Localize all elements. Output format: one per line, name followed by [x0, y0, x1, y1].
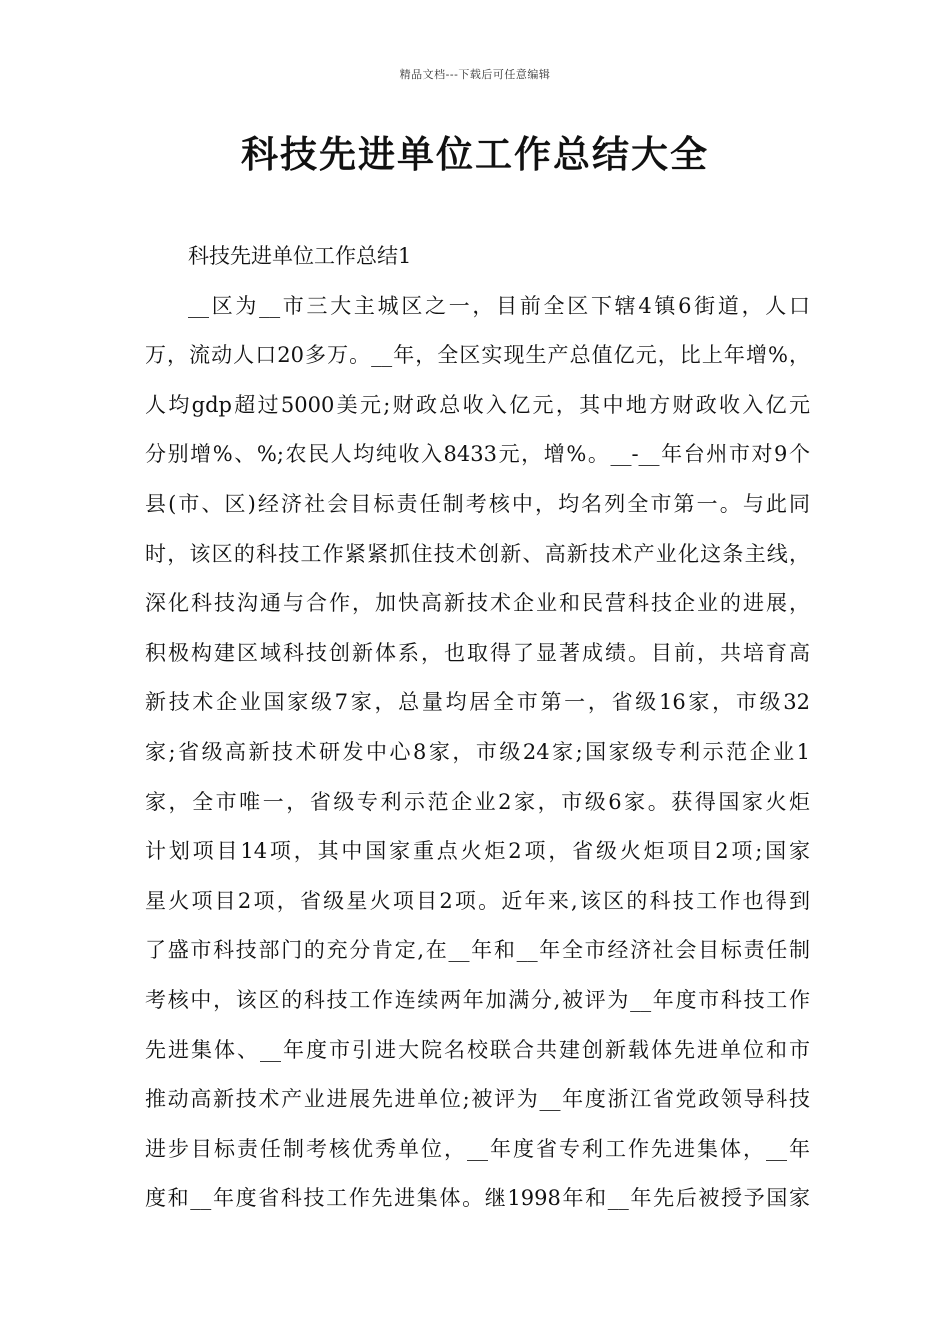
- paragraph-line: 人均gdp超过5000美元;财政总收入亿元，其中地方财政收入亿元: [145, 392, 810, 417]
- paragraph-line: __区为__市三大主城区之一，目前全区下辖4镇6街道，人口: [188, 293, 810, 318]
- paragraph-line: 星火项目2项，省级星火项目2项。近年来,该区的科技工作也得到: [145, 888, 810, 913]
- paragraph-line: 万，流动人口20多万。__年，全区实现生产总值亿元，比上年增%，: [145, 343, 810, 368]
- paragraph-line: 时，该区的科技工作紧紧抓住技术创新、高新技术产业化这条主线，: [145, 541, 810, 566]
- header-note: 精品文档---下载后可任意编辑: [399, 68, 551, 81]
- paragraph-line: 度和__年度省科技工作先进集体。继1998年和__年先后被授予国家: [145, 1186, 810, 1211]
- paragraph-line: 推动高新技术产业进展先进单位;被评为__年度浙江省党政领导科技: [145, 1087, 810, 1112]
- paragraph-line: 考核中，该区的科技工作连续两年加满分,被评为__年度市科技工作: [145, 987, 810, 1012]
- document-title: 科技先进单位工作总结大全: [241, 132, 709, 176]
- paragraph-line: 进步目标责任制考核优秀单位，__年度省专利工作先进集体，__年: [145, 1136, 810, 1161]
- section-heading: 科技先进单位工作总结1: [188, 244, 412, 268]
- paragraph-line: 计划项目14项，其中国家重点火炬2项，省级火炬项目2项;国家: [145, 839, 810, 864]
- paragraph-line: 先进集体、__年度市引进大院名校联合共建创新载体先进单位和市: [145, 1037, 810, 1062]
- paragraph-line: 新技术企业国家级7家，总量均居全市第一，省级16家，市级32: [145, 690, 810, 715]
- document-body: [145, 232, 810, 1224]
- paragraph-line: 积极构建区域科技创新体系，也取得了显著成绩。目前，共培育高: [145, 640, 810, 665]
- paragraph-line: 了盛市科技部门的充分肯定,在__年和__年全市经济社会目标责任制: [145, 938, 810, 963]
- paragraph-line: 县(市、区)经济社会目标责任制考核中，均名列全市第一。与此同: [145, 491, 810, 516]
- paragraph-line: 分别增%、%;农民人均纯收入8433元，增%。__-__年台州市对9个: [145, 442, 810, 467]
- paragraph-line: 深化科技沟通与合作，加快高新技术企业和民营科技企业的进展，: [145, 591, 810, 616]
- paragraph-line: 家;省级高新技术研发中心8家，市级24家;国家级专利示范企业1: [145, 739, 810, 764]
- paragraph-line: 家，全市唯一，省级专利示范企业2家，市级6家。获得国家火炬: [145, 789, 810, 814]
